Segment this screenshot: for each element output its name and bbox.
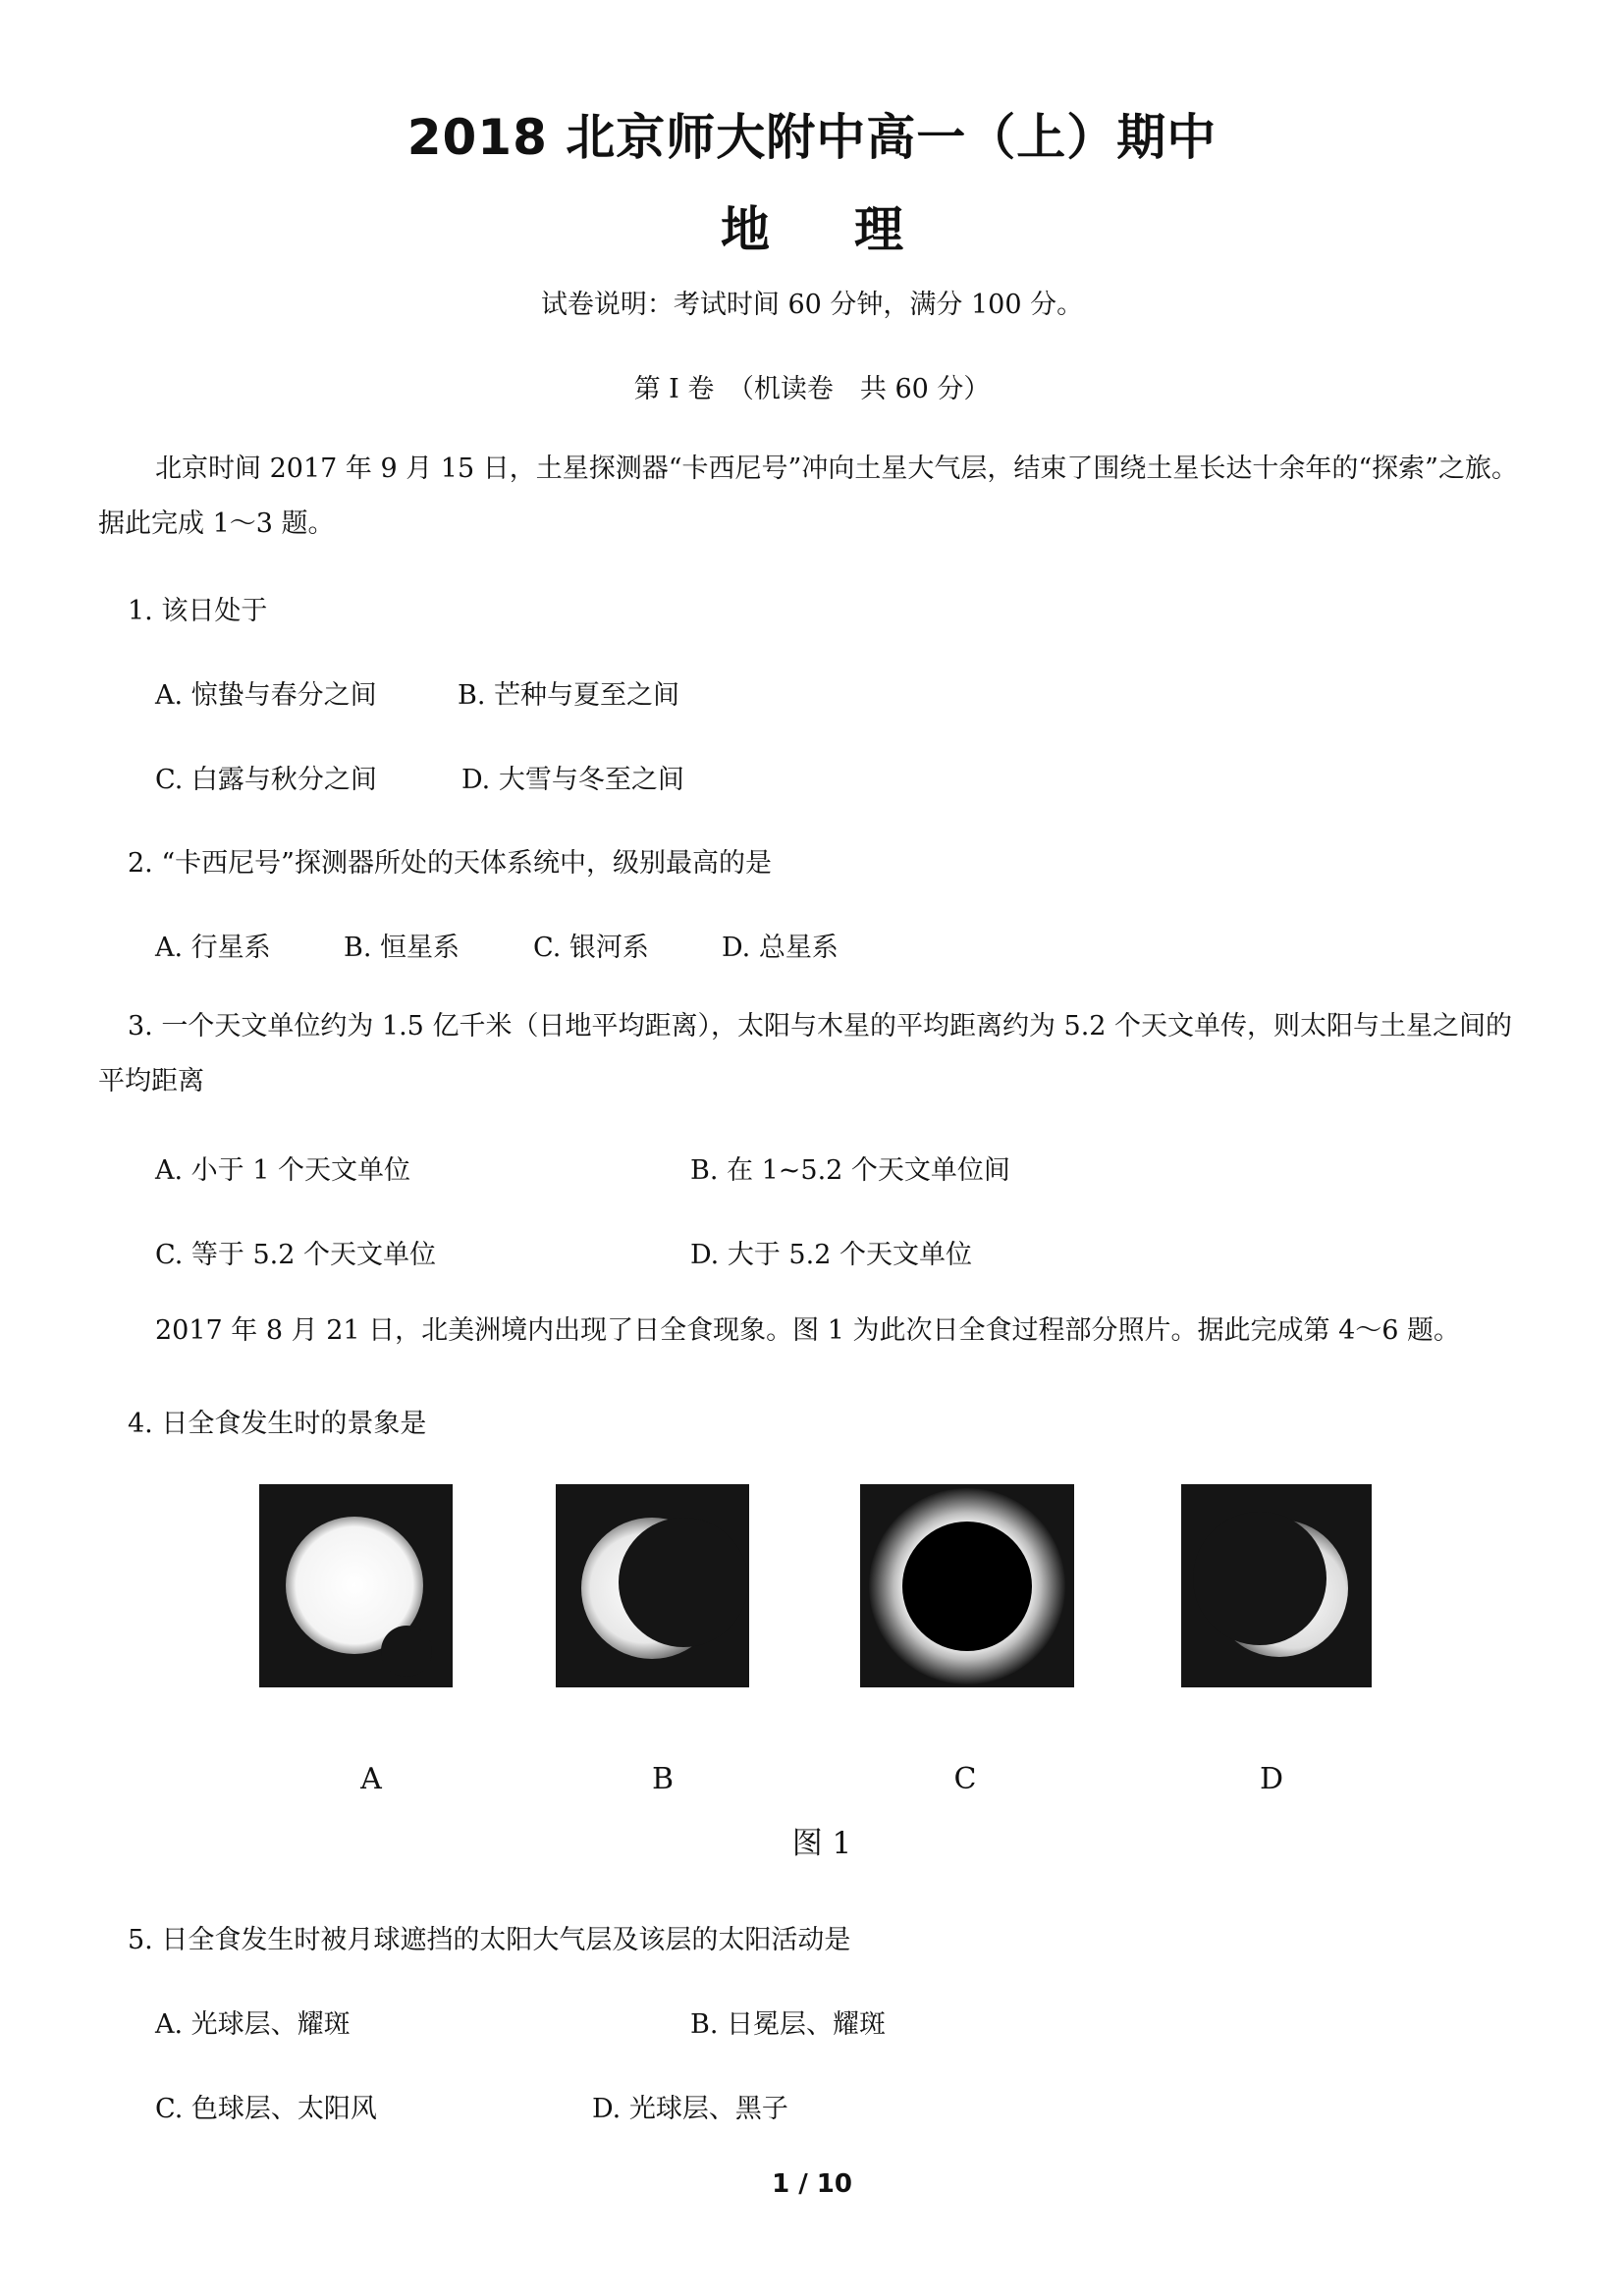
subject-heading: 地理: [721, 201, 988, 258]
q3-option-b: B. 在 1~5.2 个天文单位间: [690, 1155, 1010, 1186]
q1-option-c: C. 白露与秋分之间: [155, 765, 377, 795]
q5-option-d: D. 光球层、黑子: [592, 2094, 788, 2124]
section-heading: 第 I 卷 （机读卷 共 60 分）: [633, 374, 991, 404]
question-5-stem: 5. 日全食发生时被月球遮挡的太阳大气层及该层的太阳活动是: [128, 1925, 851, 1955]
question-1-stem: 1. 该日处于: [128, 596, 268, 626]
q1-option-d: D. 大雪与冬至之间: [461, 765, 684, 795]
page-title: 2018 北京师大附中高一（上）期中: [406, 109, 1218, 166]
eclipse-photo-a: [259, 1484, 453, 1687]
figure-label-c: C: [953, 1762, 977, 1796]
question-4-stem: 4. 日全食发生时的景象是: [128, 1409, 427, 1439]
eclipse-photo-d: [1181, 1484, 1372, 1687]
page-number: 1 / 10: [772, 2169, 852, 2199]
q3-option-a: A. 小于 1 个天文单位: [155, 1155, 411, 1186]
q5-option-c: C. 色球层、太阳风: [155, 2094, 377, 2124]
question-3-stem: 3. 一个天文单位约为 1.5 亿千米（日地平均距离），太阳与木星的平均距离约为 5.2 个天文单传，则太阳与土星之间的平均距离: [98, 1011, 1513, 1096]
q3-option-d: D. 大于 5.2 个天文单位: [690, 1240, 972, 1270]
intro-paragraph-2: 2017 年 8 月 21 日，北美洲境内出现了日全食现象。图 1 为此次日全食过程部分照片。据此完成第 4～6 题。: [155, 1315, 1461, 1346]
q2-option-d: D. 总星系: [722, 933, 839, 963]
figure-label-d: D: [1259, 1762, 1284, 1796]
question-2-stem: 2. “卡西尼号”探测器所处的天体系统中，级别最高的是: [128, 848, 772, 879]
intro-paragraph-1: 北京时间 2017 年 9 月 15 日，土星探测器“卡西尼号”冲向土星大气层，结束了围绕土星长达十余年的“探索”之旅。据此完成 1～3 题。: [98, 454, 1518, 539]
eclipse-photo-b: [556, 1484, 749, 1687]
exam-note: 试卷说明：考试时间 60 分钟，满分 100 分。: [540, 290, 1084, 320]
figure-label-b: B: [651, 1762, 675, 1796]
q2-option-b: B. 恒星系: [344, 933, 460, 963]
q1-option-a: A. 惊蛰与春分之间: [155, 680, 377, 711]
q2-option-c: C. 银河系: [533, 933, 649, 963]
q1-option-b: B. 芒种与夏至之间: [458, 680, 680, 711]
figure-label-a: A: [360, 1762, 382, 1796]
q5-option-b: B. 日冕层、耀斑: [690, 2009, 887, 2040]
q5-option-a: A. 光球层、耀斑: [155, 2009, 351, 2040]
q3-option-c: C. 等于 5.2 个天文单位: [155, 1240, 436, 1270]
eclipse-photo-c: [860, 1484, 1074, 1687]
q2-option-a: A. 行星系: [155, 933, 271, 963]
figure-caption: 图 1: [791, 1826, 852, 1861]
